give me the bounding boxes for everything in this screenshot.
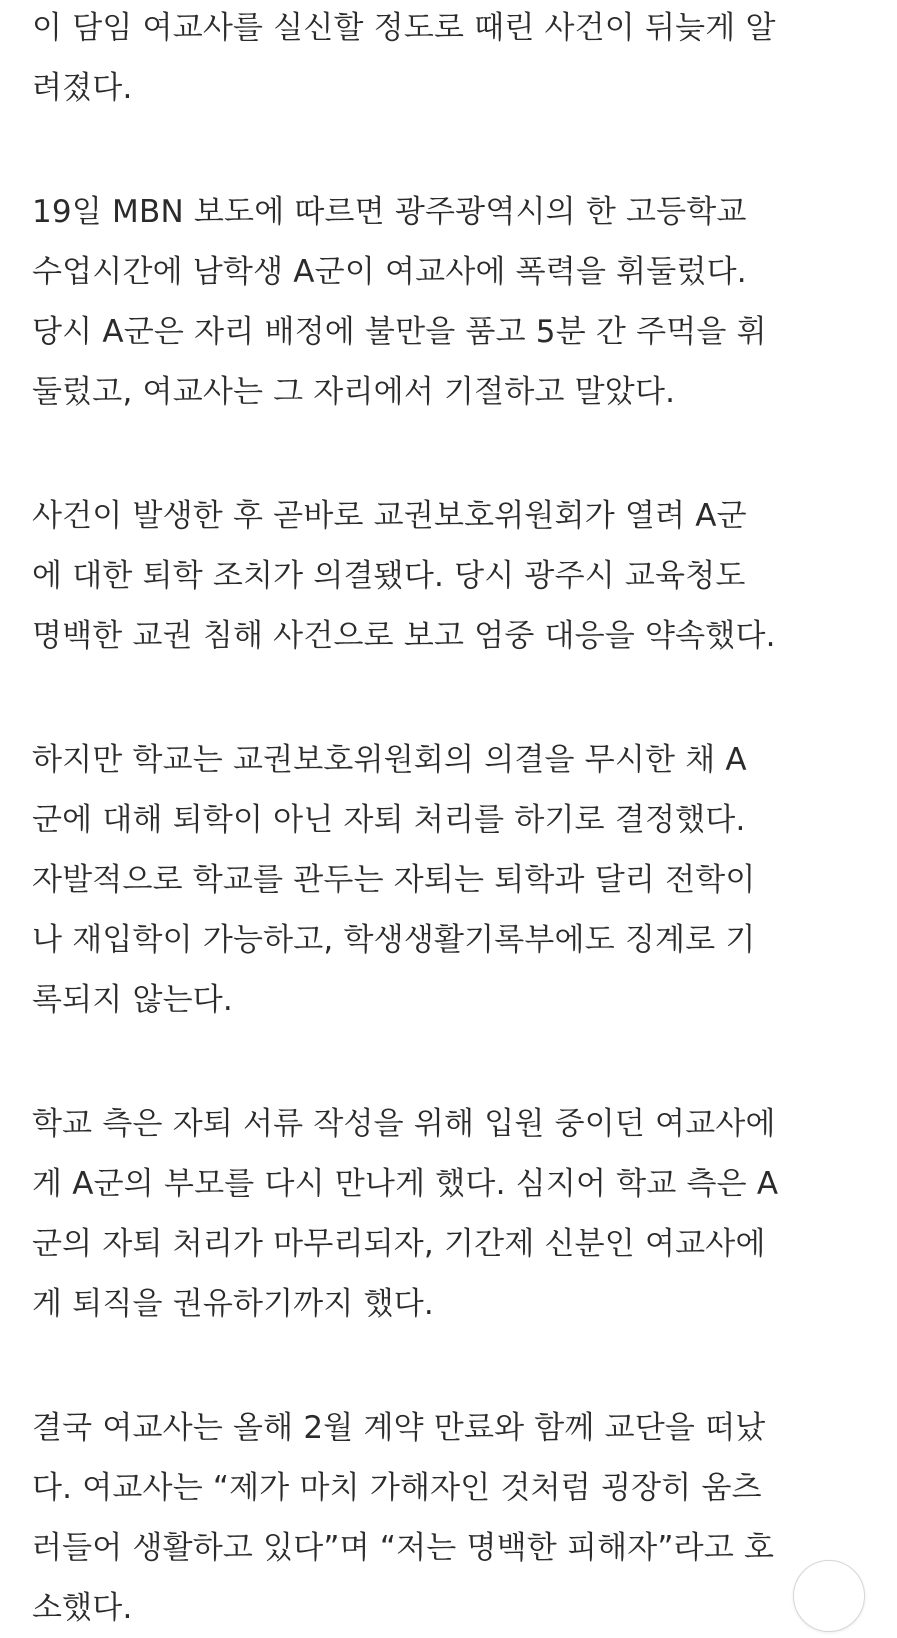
text-line: 게 A군의 부모를 다시 만나게 했다. 심지어 학교 측은 A xyxy=(32,1166,779,1202)
text-line: 에 대한 퇴학 조치가 의결됐다. 당시 광주시 교육청도 xyxy=(32,558,746,594)
text-line: 당시 A군은 자리 배정에 불만을 품고 5분 간 주먹을 휘 xyxy=(32,314,767,350)
paragraph-5 xyxy=(32,1094,867,1334)
text-line: 19일 MBN 보도에 따르면 광주광역시의 한 고등학교 xyxy=(32,194,747,230)
paragraph-6 xyxy=(32,1398,867,1638)
text-line: 결국 여교사는 올해 2월 계약 만료와 함께 교단을 떠났 xyxy=(32,1410,766,1446)
paragraph-2 xyxy=(32,182,867,422)
scroll-top-button[interactable] xyxy=(793,1560,865,1632)
text-line: 자발적으로 학교를 관두는 자퇴는 퇴학과 달리 전학이 xyxy=(32,862,756,898)
text-line: 다. 여교사는 “제가 마치 가해자인 것처럼 굉장히 움츠 xyxy=(32,1470,762,1506)
text-line: 명백한 교권 침해 사건으로 보고 엄중 대응을 약속했다. xyxy=(32,618,776,654)
paragraph-3 xyxy=(32,486,867,666)
text-line: 려졌다. xyxy=(32,70,133,106)
text-line: 둘렀고, 여교사는 그 자리에서 기절하고 말았다. xyxy=(32,374,676,410)
text-line: 이 담임 여교사를 실신할 정도로 때린 사건이 뒤늦게 알 xyxy=(32,10,776,46)
text-line: 게 퇴직을 권유하기까지 했다. xyxy=(32,1286,434,1322)
paragraph-1 xyxy=(32,0,867,118)
text-line: 학교 측은 자퇴 서류 작성을 위해 입원 중이던 여교사에 xyxy=(32,1106,776,1142)
paragraph-4 xyxy=(32,730,867,1030)
text-line: 사건이 발생한 후 곧바로 교권보호위원회가 열려 A군 xyxy=(32,498,747,534)
text-line: 군의 자퇴 처리가 마무리되자, 기간제 신분인 여교사에 xyxy=(32,1226,766,1262)
text-line: 나 재입학이 가능하고, 학생생활기록부에도 징계로 기 xyxy=(32,922,756,958)
text-line: 록되지 않는다. xyxy=(32,982,233,1018)
text-line: 소했다. xyxy=(32,1590,133,1626)
text-line: 수업시간에 남학생 A군이 여교사에 폭력을 휘둘렀다. xyxy=(32,254,747,290)
text-line: 하지만 학교는 교권보호위원회의 의결을 무시한 채 A xyxy=(32,742,747,778)
text-line: 러들어 생활하고 있다”며 “저는 명백한 피해자”라고 호 xyxy=(32,1530,775,1566)
text-line: 군에 대해 퇴학이 아닌 자퇴 처리를 하기로 결정했다. xyxy=(32,802,746,838)
